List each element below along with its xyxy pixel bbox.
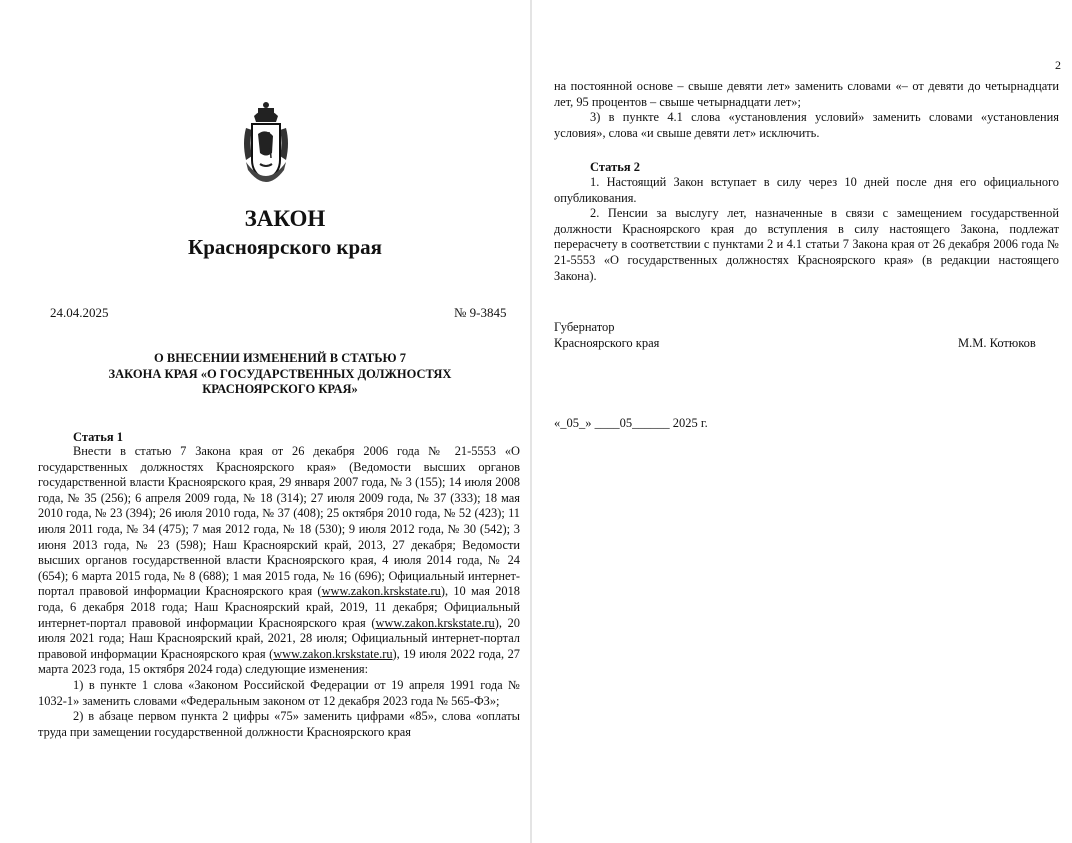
signing-date: «_05_» ____05______ 2025 г. xyxy=(554,416,708,430)
article-2-body xyxy=(554,175,1059,284)
page-left xyxy=(0,0,530,843)
portal-link[interactable]: www.zakon.krskstate.ru xyxy=(321,584,441,599)
document-number: № 9-3845 xyxy=(454,305,507,320)
page-right xyxy=(532,0,1072,843)
page-number: 2 xyxy=(1055,58,1061,72)
heading-line: КРАСНОЯРСКОГО КРАЯ» xyxy=(202,382,358,396)
heading-line: ЗАКОНА КРАЯ «О ГОСУДАРСТВЕННЫХ ДОЛЖНОСТЯХ xyxy=(108,366,452,381)
intro-text: ), 10 мая 2018 года, 6 декабря 2018 года; Наш Красноярский край, 2019, 11 декабря; Официальный интернет-портал правовой информации Красноярского края ( xyxy=(38,584,520,630)
intro-text: Внести в статью 7 Закона края от 26 декабря 2006 года № 21-5553 «О государственных должностях Красноярского края» (Ведомости высших органов государственной власти Красноярского края, 29 января 2007 года, № 3 (155); 14 июля 2008 года, № 35 (256); 6 апреля 2009 года, № 18 (314); 27 июля 2009 года, № 37 (333); 18 мая 2010 года, № 23 (394); 26 июля 2010 года, № 37 (408); 25 октября 2010 года, № 52 (423); 11 июля 2011 года, № 34 (475); 7 мая 2012 года, № 18 (530); 9 июля 2012 года, № 30 (542); 3 июня 2013 года, № 23 (598); Наш Красноярский край, 2013, 27 декабря; Ведомости высших органов государственной власти Красноярского края, 4 июля 2014 года, № 24 (654); 6 марта 2015 года, № 8 (688); 1 мая 2015 года, № 16 (696); Официальный интернет-портал правовой информации Красноярского края ( xyxy=(38,444,520,599)
article-1-continued xyxy=(554,79,1059,141)
document-heading xyxy=(40,351,520,398)
governor-title: Губернатор xyxy=(554,320,615,334)
heading-line: О ВНЕСЕНИИ ИЗМЕНЕНИЙ В СТАТЬЮ 7 xyxy=(154,351,406,365)
article-2-paragraph-1: 1. Настоящий Закон вступает в силу через 10 дней после дня его официального опубликования. xyxy=(554,175,1059,205)
article-1-item-2-continued: на постоянной основе – свыше девяти лет» заменить словами «– от девяти до четырнадцати лет, 95 процентов – свыше четырнадцати лет»; xyxy=(554,79,1059,109)
article-1-title: Статья 1 xyxy=(73,430,123,444)
law-subtitle: Красноярского края xyxy=(187,235,382,259)
article-1-item-1: 1) в пункте 1 слова «Законом Российской Федерации от 19 апреля 1991 года № 1032-1» заменить словами «Федеральным законом от 12 декабря 2023 года № 565-ФЗ»; xyxy=(38,677,520,708)
law-title: ЗАКОН xyxy=(244,206,326,231)
article-2-paragraph-2: 2. Пенсии за выслугу лет, назначенные в связи с замещением государственной должности Красноярского края до вступления в силу настоящего Закона, подлежат перерасчету в соответствии с пунктами 2 и 4.1 статьи 7 Закона края от 26 декабря 2006 года № 21-5553 «О государственных должностях Красноярского края» (в редакции настоящего Закона). xyxy=(554,206,1059,283)
article-1-intro xyxy=(38,444,520,678)
governor-name: М.М. Котюков xyxy=(958,336,1036,350)
article-1-item-3: 3) в пункте 4.1 слова «установления условий» заменить словами «установления условия», слова «и свыше девяти лет» исключить. xyxy=(554,110,1059,140)
article-1-item-2: 2) в абзаце первом пункта 2 цифры «75» заменить цифрами «85», слова «оплаты труда при замещении государственной должности Красноярского края xyxy=(38,709,520,739)
portal-link[interactable]: www.zakon.krskstate.ru xyxy=(273,646,393,661)
portal-link[interactable]: www.zakon.krskstate.ru xyxy=(375,615,495,630)
article-2-title: Статья 2 xyxy=(590,160,640,174)
intro-text: ), 20 июля 2021 года; Наш Красноярский край, 2021, 28 июля; Официальный интернет-портал правовой информации Красноярского края ( xyxy=(38,615,520,661)
intro-text: ), 19 июля 2022 года, 27 марта 2023 года, 15 октября 2024 года) следующие изменения: xyxy=(38,646,521,677)
governor-region: Красноярского края xyxy=(554,336,660,350)
document-date: 24.04.2025 xyxy=(50,305,109,320)
article-1-body xyxy=(38,444,520,740)
coat-of-arms-icon xyxy=(240,98,292,196)
